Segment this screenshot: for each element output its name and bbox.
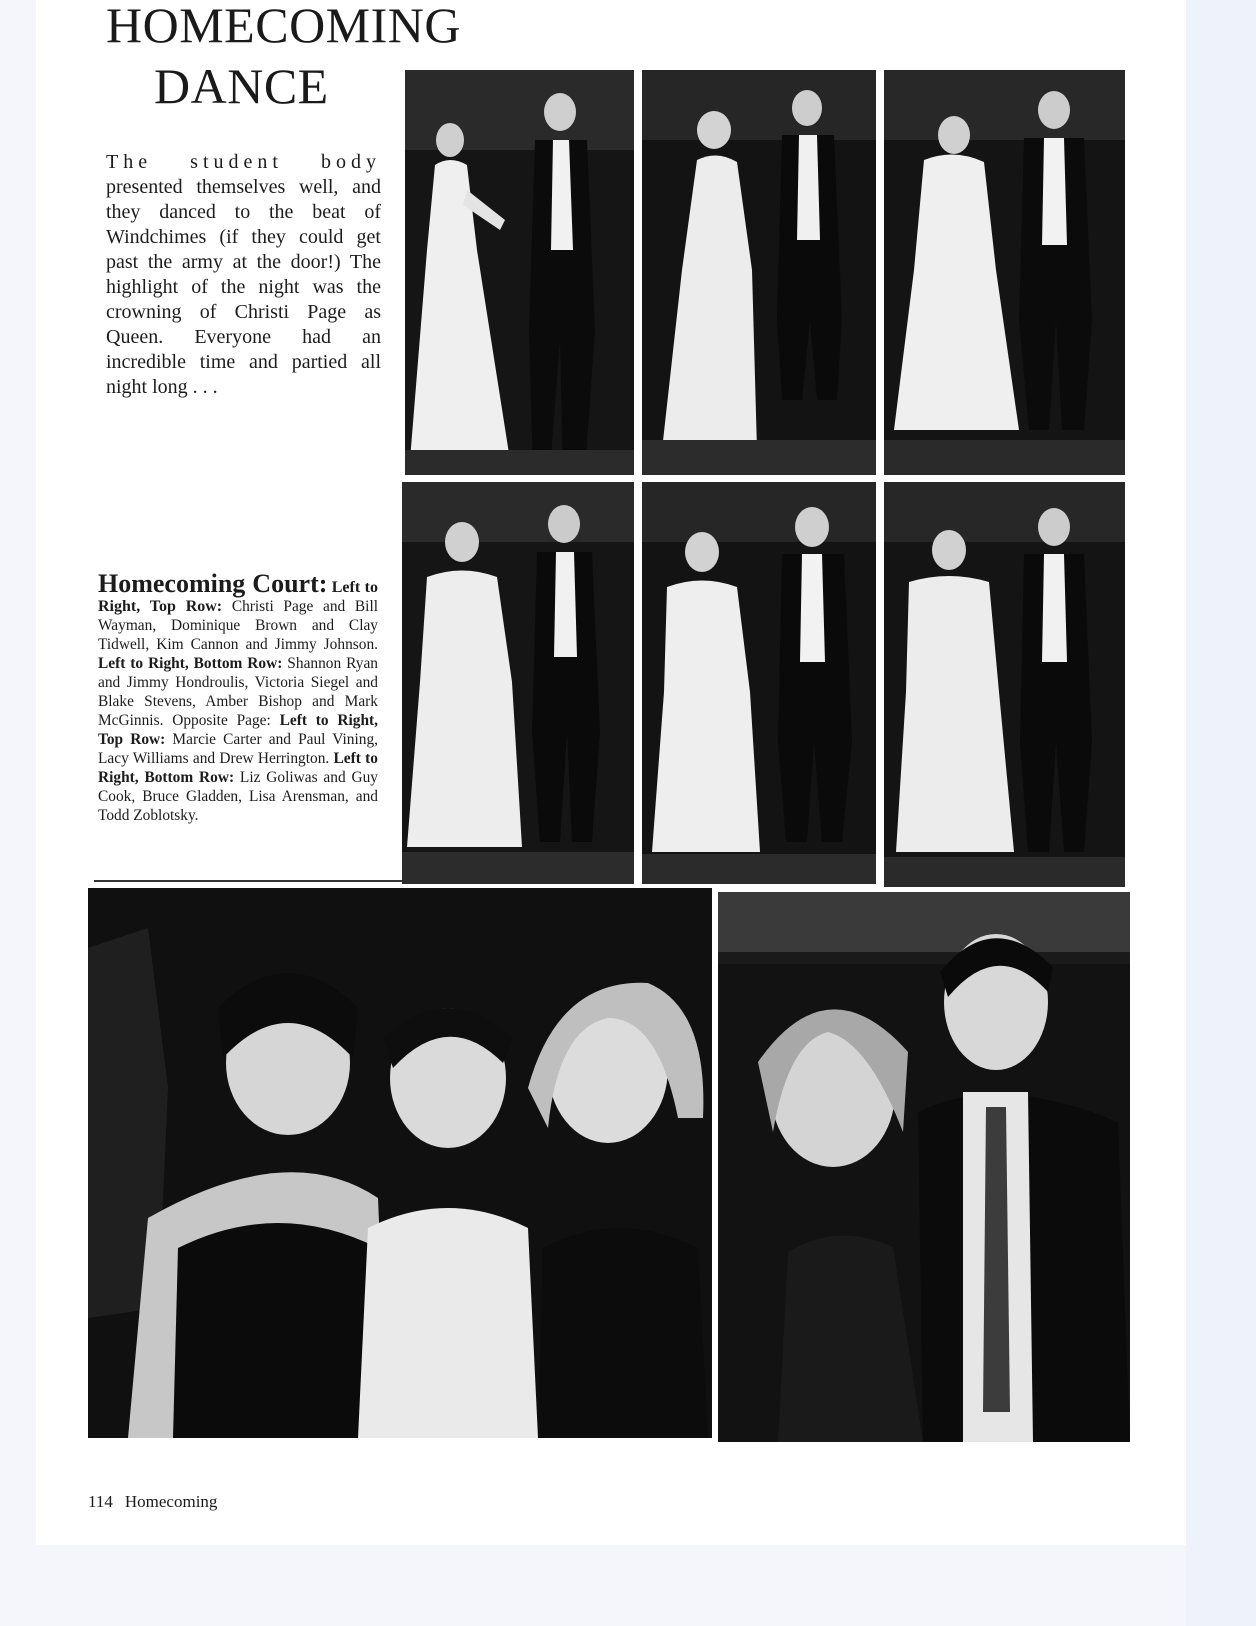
court-photo-2 [642, 70, 876, 475]
intro-paragraph [106, 150, 381, 400]
caption-row-label-3: Left to Right, Top Row: [98, 712, 378, 748]
page-number: 114 [88, 1492, 113, 1511]
court-photo-4 [402, 482, 634, 884]
page-edge [1186, 0, 1256, 1626]
court-photo-5 [642, 482, 876, 884]
title-line-1: HOMECOMING [106, 0, 461, 53]
court-caption [98, 569, 379, 825]
page-footer [88, 1492, 229, 1512]
caption-divider [94, 880, 434, 882]
caption-row-label-4: Left to Right, Bottom Row: [98, 750, 379, 786]
court-photo-1 [405, 70, 634, 475]
caption-row-label-1: Left to Right, Top Row: [98, 579, 378, 615]
candid-photo-three-girls [88, 888, 712, 1438]
caption-heading: Homecoming Court: [98, 569, 328, 598]
intro-lead: The student body [106, 151, 381, 173]
caption-text-1: Christi Page and Bill Wayman, Dominique Brown and Clay Tidwell, Kim Cannon and Jimmy Johnson. [98, 598, 378, 653]
candid-photo-couple [718, 892, 1130, 1442]
caption-text-3: Marcie Carter and Paul Vining, Lacy Williams and Drew Herrington. [98, 731, 378, 767]
intro-text: presented themselves well, and they danced to the beat of Windchimes (if they could get past the army at the door!) The highlight of the night was the crowning of Christi Page as Queen. Everyone had an incredible time and partied all night long . . . [106, 176, 381, 398]
caption-text-4: Liz Goliwas and Guy Cook, Bruce Gladden, Lisa Arensman, and Todd Zoblotsky. [98, 769, 378, 824]
court-photo-6 [884, 482, 1125, 887]
caption-row-label-2: Left to Right, Bottom Row: [98, 655, 283, 672]
yearbook-page [36, 0, 1186, 1545]
section-name: Homecoming [124, 1492, 218, 1511]
title-line-2: DANCE [154, 58, 329, 114]
court-photo-3 [884, 70, 1125, 475]
caption-text-2: Shannon Ryan and Jimmy Hondroulis, Victoria Siegel and Blake Stevens, Amber Bishop and Mark McGinnis. Opposite Page: [98, 655, 378, 729]
